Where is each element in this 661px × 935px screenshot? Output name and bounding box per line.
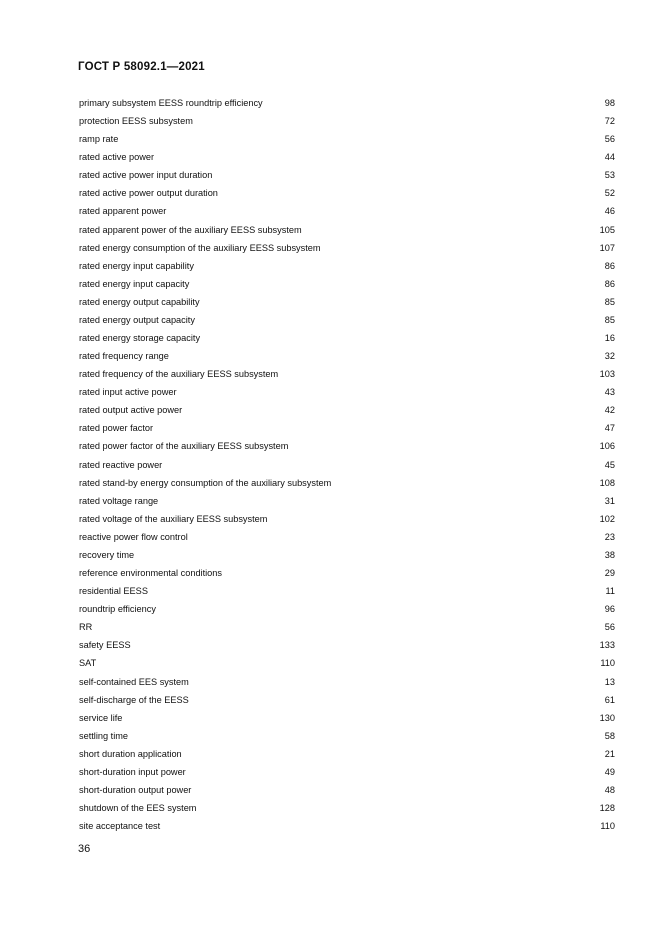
index-term-number: 103 bbox=[599, 369, 615, 380]
index-term-number: 86 bbox=[604, 278, 615, 289]
index-term: rated stand-by energy consumption of the auxiliary subsystem bbox=[79, 477, 332, 488]
index-term: short duration application bbox=[79, 748, 182, 759]
index-term: residential EESS bbox=[79, 586, 148, 597]
index-term: rated voltage of the auxiliary EESS subsystem bbox=[79, 513, 268, 524]
index-term: roundtrip efficiency bbox=[79, 604, 156, 615]
index-term: self-contained EES system bbox=[79, 676, 189, 687]
index-row bbox=[79, 329, 615, 347]
index-row bbox=[79, 618, 615, 636]
index-row bbox=[79, 510, 615, 528]
index-row bbox=[79, 383, 615, 401]
index-row bbox=[79, 799, 615, 817]
index-term: rated apparent power bbox=[79, 206, 167, 217]
index-row bbox=[79, 654, 615, 672]
index-term: rated power factor of the auxiliary EESS subsystem bbox=[79, 441, 289, 452]
index-term: site acceptance test bbox=[79, 821, 161, 832]
index-term-number: 44 bbox=[604, 152, 615, 163]
index-term-number: 53 bbox=[604, 170, 615, 181]
index-term-number: 48 bbox=[604, 784, 615, 795]
index-row bbox=[79, 148, 615, 166]
index-term: rated active power input duration bbox=[79, 170, 213, 181]
index-row bbox=[79, 311, 615, 329]
index-term-number: 49 bbox=[604, 766, 615, 777]
index-row bbox=[79, 456, 615, 474]
index-term: service life bbox=[79, 712, 123, 723]
index-term-number: 98 bbox=[604, 98, 615, 108]
index-term-number: 47 bbox=[604, 423, 615, 434]
index-row bbox=[79, 546, 615, 564]
index-term-number: 105 bbox=[599, 224, 615, 235]
index-term-number: 32 bbox=[604, 351, 615, 362]
index-row bbox=[79, 239, 615, 257]
index-row bbox=[79, 275, 615, 293]
index-term-number: 72 bbox=[604, 116, 615, 127]
index-row bbox=[79, 600, 615, 618]
index-row bbox=[79, 474, 615, 492]
index-term: primary subsystem EESS roundtrip efficiency bbox=[79, 98, 263, 108]
index-term-number: 86 bbox=[604, 260, 615, 271]
index-term: rated voltage range bbox=[79, 495, 159, 506]
index-term: reactive power flow control bbox=[79, 531, 188, 542]
index-term-number: 52 bbox=[604, 188, 615, 199]
index-row bbox=[79, 365, 615, 383]
index-term: shutdown of the EES system bbox=[79, 803, 197, 814]
index-term: rated energy input capacity bbox=[79, 278, 190, 289]
index-row bbox=[79, 419, 615, 437]
index-term-number: 43 bbox=[604, 387, 615, 398]
index-term: short-duration input power bbox=[79, 766, 186, 777]
index-term: ramp rate bbox=[79, 134, 119, 145]
index-term-number: 42 bbox=[604, 405, 615, 416]
index-row bbox=[79, 166, 615, 184]
index-term-number: 11 bbox=[605, 586, 615, 597]
index-term: reference environmental conditions bbox=[79, 568, 222, 579]
index-term-number: 13 bbox=[604, 676, 615, 687]
index-row bbox=[79, 492, 615, 510]
index-term: rated output active power bbox=[79, 405, 183, 416]
index-term-number: 85 bbox=[604, 314, 615, 325]
index-row bbox=[79, 130, 615, 148]
index-row bbox=[79, 727, 615, 745]
index-row bbox=[79, 817, 615, 835]
index-term-number: 102 bbox=[599, 513, 615, 524]
index-term-number: 130 bbox=[599, 712, 615, 723]
index-row bbox=[79, 564, 615, 582]
index-row bbox=[79, 636, 615, 654]
index-term: short-duration output power bbox=[79, 784, 192, 795]
index-term: rated energy output capability bbox=[79, 296, 200, 307]
index-term: rated reactive power bbox=[79, 459, 163, 470]
index-term: rated active power bbox=[79, 152, 155, 163]
index-term: recovery time bbox=[79, 549, 135, 560]
index-term-number: 107 bbox=[599, 242, 615, 253]
index-row bbox=[79, 202, 615, 220]
alphabetical-index bbox=[79, 94, 615, 835]
page-number: 36 bbox=[78, 843, 91, 855]
index-row bbox=[79, 745, 615, 763]
index-term-number: 133 bbox=[599, 640, 615, 651]
index-row bbox=[79, 184, 615, 202]
index-row bbox=[79, 691, 615, 709]
index-term: SAT bbox=[79, 658, 97, 669]
index-term-number: 61 bbox=[604, 694, 615, 705]
index-row bbox=[79, 94, 615, 112]
index-term: protection EESS subsystem bbox=[79, 116, 193, 127]
index-term: rated frequency of the auxiliary EESS subsystem bbox=[79, 369, 279, 380]
index-row bbox=[79, 257, 615, 275]
index-term-number: 46 bbox=[604, 206, 615, 217]
index-row bbox=[79, 673, 615, 691]
index-term: rated active power output duration bbox=[79, 188, 218, 199]
index-term-number: 16 bbox=[604, 333, 615, 344]
index-row bbox=[79, 112, 615, 130]
index-row bbox=[79, 293, 615, 311]
index-term: settling time bbox=[79, 730, 129, 741]
index-term: rated energy output capacity bbox=[79, 314, 195, 325]
index-term: rated input active power bbox=[79, 387, 177, 398]
index-row bbox=[79, 781, 615, 799]
index-term: rated energy storage capacity bbox=[79, 333, 201, 344]
index-term-number: 96 bbox=[604, 604, 615, 615]
index-term-number: 56 bbox=[604, 134, 615, 145]
index-row bbox=[79, 528, 615, 546]
index-term: rated energy input capability bbox=[79, 260, 194, 271]
index-term: rated apparent power of the auxiliary EESS subsystem bbox=[79, 224, 302, 235]
index-term-number: 38 bbox=[604, 549, 615, 560]
index-term-number: 128 bbox=[599, 803, 615, 814]
index-term-number: 58 bbox=[604, 730, 615, 741]
index-row bbox=[79, 221, 615, 239]
index-row bbox=[79, 437, 615, 455]
index-term-number: 21 bbox=[604, 748, 615, 759]
document-header: ГОСТ Р 58092.1—2021 bbox=[78, 61, 205, 73]
index-row bbox=[79, 763, 615, 781]
index-term-number: 108 bbox=[599, 477, 615, 488]
index-term: rated frequency range bbox=[79, 351, 169, 362]
index-term-number: 110 bbox=[600, 821, 615, 832]
index-term: RR bbox=[79, 622, 93, 633]
index-term-number: 56 bbox=[604, 622, 615, 633]
index-term-number: 45 bbox=[604, 459, 615, 470]
index-term-number: 23 bbox=[604, 531, 615, 542]
index-term: rated power factor bbox=[79, 423, 154, 434]
index-term-number: 29 bbox=[604, 568, 615, 579]
index-term: safety EESS bbox=[79, 640, 131, 651]
index-term: self-discharge of the EESS bbox=[79, 694, 189, 705]
index-term-number: 106 bbox=[599, 441, 615, 452]
index-row bbox=[79, 582, 615, 600]
index-row bbox=[79, 347, 615, 365]
index-term-number: 85 bbox=[604, 296, 615, 307]
index-term: rated energy consumption of the auxiliary EESS subsystem bbox=[79, 242, 321, 253]
index-row bbox=[79, 401, 615, 419]
index-term-number: 110 bbox=[600, 658, 615, 669]
index-row bbox=[79, 709, 615, 727]
index-term-number: 31 bbox=[604, 495, 615, 506]
